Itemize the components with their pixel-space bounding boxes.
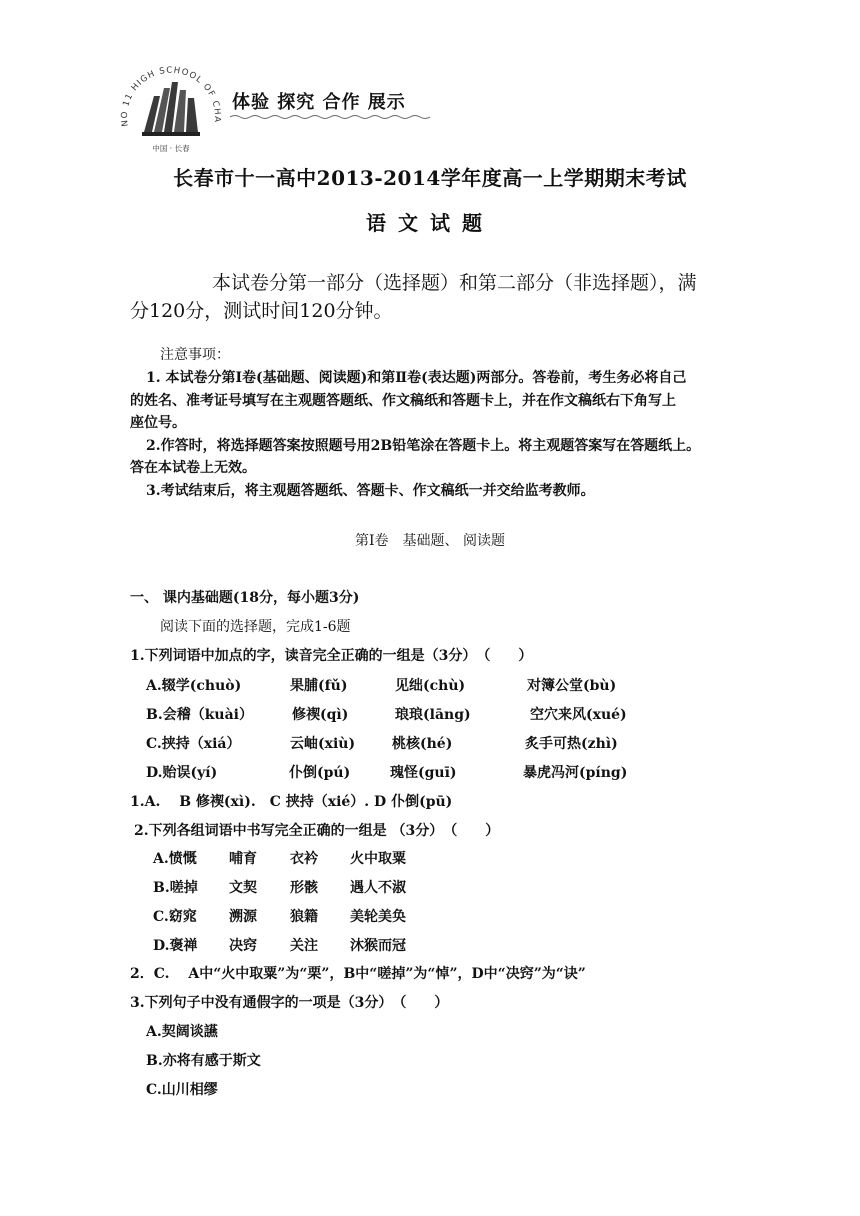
slogan-wavy-underline — [230, 114, 430, 120]
notes-heading: 注意事项： — [160, 347, 230, 363]
q2-option: 狼籍 — [290, 909, 318, 925]
q1-option: 修禊(qì) — [292, 707, 349, 723]
slogan: 体验 探究 合作 展示 — [232, 92, 406, 113]
q3-option: B.亦将有感于斯文 — [146, 1053, 261, 1069]
logo-ring-text: NO 11 HIGH SCHOOL OF CHA — [119, 65, 223, 128]
q2-stem: 2.下列各组词语中书写完全正确的一组是 （3分） （ ） — [134, 823, 500, 839]
q1-option: 云岫(xiù) — [290, 736, 356, 752]
q3-stem: 3.下列句子中没有通假字的一项是（3分） （ ） — [130, 995, 449, 1011]
q2-option: 文契 — [229, 880, 257, 896]
q2-option: 关注 — [290, 938, 318, 954]
logo-emblem-icon — [142, 82, 200, 136]
exam-title: 长春市十一高中2013-2014学年度高一上学期期末考试 — [173, 166, 687, 190]
q1-option: 对簿公堂(bù) — [527, 678, 617, 694]
q2-option: 美轮美奂 — [350, 909, 406, 925]
q2-option: 火中取粟 — [350, 851, 406, 867]
q2-option: 遇人不淑 — [350, 880, 406, 896]
notes-line: 3.考试结束后，将主观题答题纸、答题卡、作文稿纸一并交给监考教师。 — [146, 483, 595, 499]
part1-instruction: 阅读下面的选择题，完成1-6题 — [160, 619, 351, 635]
q1-option: A.辍学(chuò) — [146, 678, 242, 694]
q1-option: C.挟持（xiá） — [146, 736, 241, 752]
notes-line: 2.作答时，将选择题答案按照题号用2B铅笔涂在答题卡上。将主观题答案写在答题纸上。 — [146, 438, 701, 454]
q3-option: C.山川相缪 — [146, 1082, 218, 1098]
q1-option: 仆倒(pú) — [289, 765, 351, 781]
q1-stem: 1.下列词语中加点的字，读音完全正确的一组是（3分） （ ） — [130, 648, 533, 664]
school-logo — [114, 52, 228, 160]
q1-option: 琅琅(lāng) — [395, 707, 471, 723]
intro-line-1: 本试卷分第一部分（选择题）和第二部分（非选择题），满 — [212, 272, 697, 294]
part1-heading: 一、 课内基础题(18分，每小题3分) — [130, 590, 360, 606]
q1-option: 炙手可热(zhì) — [525, 736, 618, 752]
q1-option: D.贻误(yí) — [146, 765, 218, 781]
section-heading: 第Ⅰ卷 基础题、 阅读题 — [355, 533, 505, 549]
logo-bottom-text: 中国 · 长春 — [152, 144, 190, 153]
notes-line: 的姓名、准考证号填写在主观题答题纸、作文稿纸和答题卡上，并在作文稿纸右下角写上 — [130, 393, 676, 409]
q2-option: B.嗟掉 — [153, 880, 198, 896]
q2-option: 决窍 — [229, 938, 257, 954]
q2-option: 哺育 — [229, 851, 257, 867]
q3-option: A.契阔谈讌 — [146, 1024, 218, 1040]
q2-option: A.愤慨 — [153, 851, 197, 867]
notes-line: 答在本试卷上无效。 — [130, 460, 256, 476]
q2-option: D.褒禅 — [153, 938, 198, 954]
q1-option: 桃核(hé) — [392, 736, 453, 752]
q1-option: B.会稽（kuài） — [146, 707, 253, 723]
q1-option: 果脯(fǔ) — [290, 678, 348, 694]
intro-line-2: 分120分，测试时间120分钟。 — [130, 300, 393, 322]
notes-line: 座位号。 — [130, 415, 186, 431]
notes-line: 1. 本试卷分第Ⅰ卷(基础题、阅读题)和第Ⅱ卷(表达题)两部分。答卷前，考生务必将自己 — [146, 370, 687, 386]
exam-subtitle: 语文试题 — [366, 211, 494, 235]
q2-option: 衣衿 — [290, 851, 318, 867]
q1-option: 瑰怪(guī) — [390, 765, 457, 781]
q1-option: 暴虎冯河(píng) — [523, 765, 628, 781]
q2-option: C.窈窕 — [153, 909, 197, 925]
q1-option: 空穴来风(xué) — [530, 707, 627, 723]
q2-option: 沐猴而冠 — [350, 938, 406, 954]
q2-option: 形骸 — [290, 880, 318, 896]
q1-answer: 1.A. B 修禊(xì). C 挟持（xié）. D 仆倒(pū) — [130, 794, 453, 810]
q2-option: 溯源 — [229, 909, 257, 925]
q1-option: 见绌(chù) — [395, 678, 466, 694]
q2-answer: 2．C. A中“火中取粟”为“栗”，B中“嗟掉”为“悼”，D中“决窍”为“诀” — [130, 966, 586, 982]
